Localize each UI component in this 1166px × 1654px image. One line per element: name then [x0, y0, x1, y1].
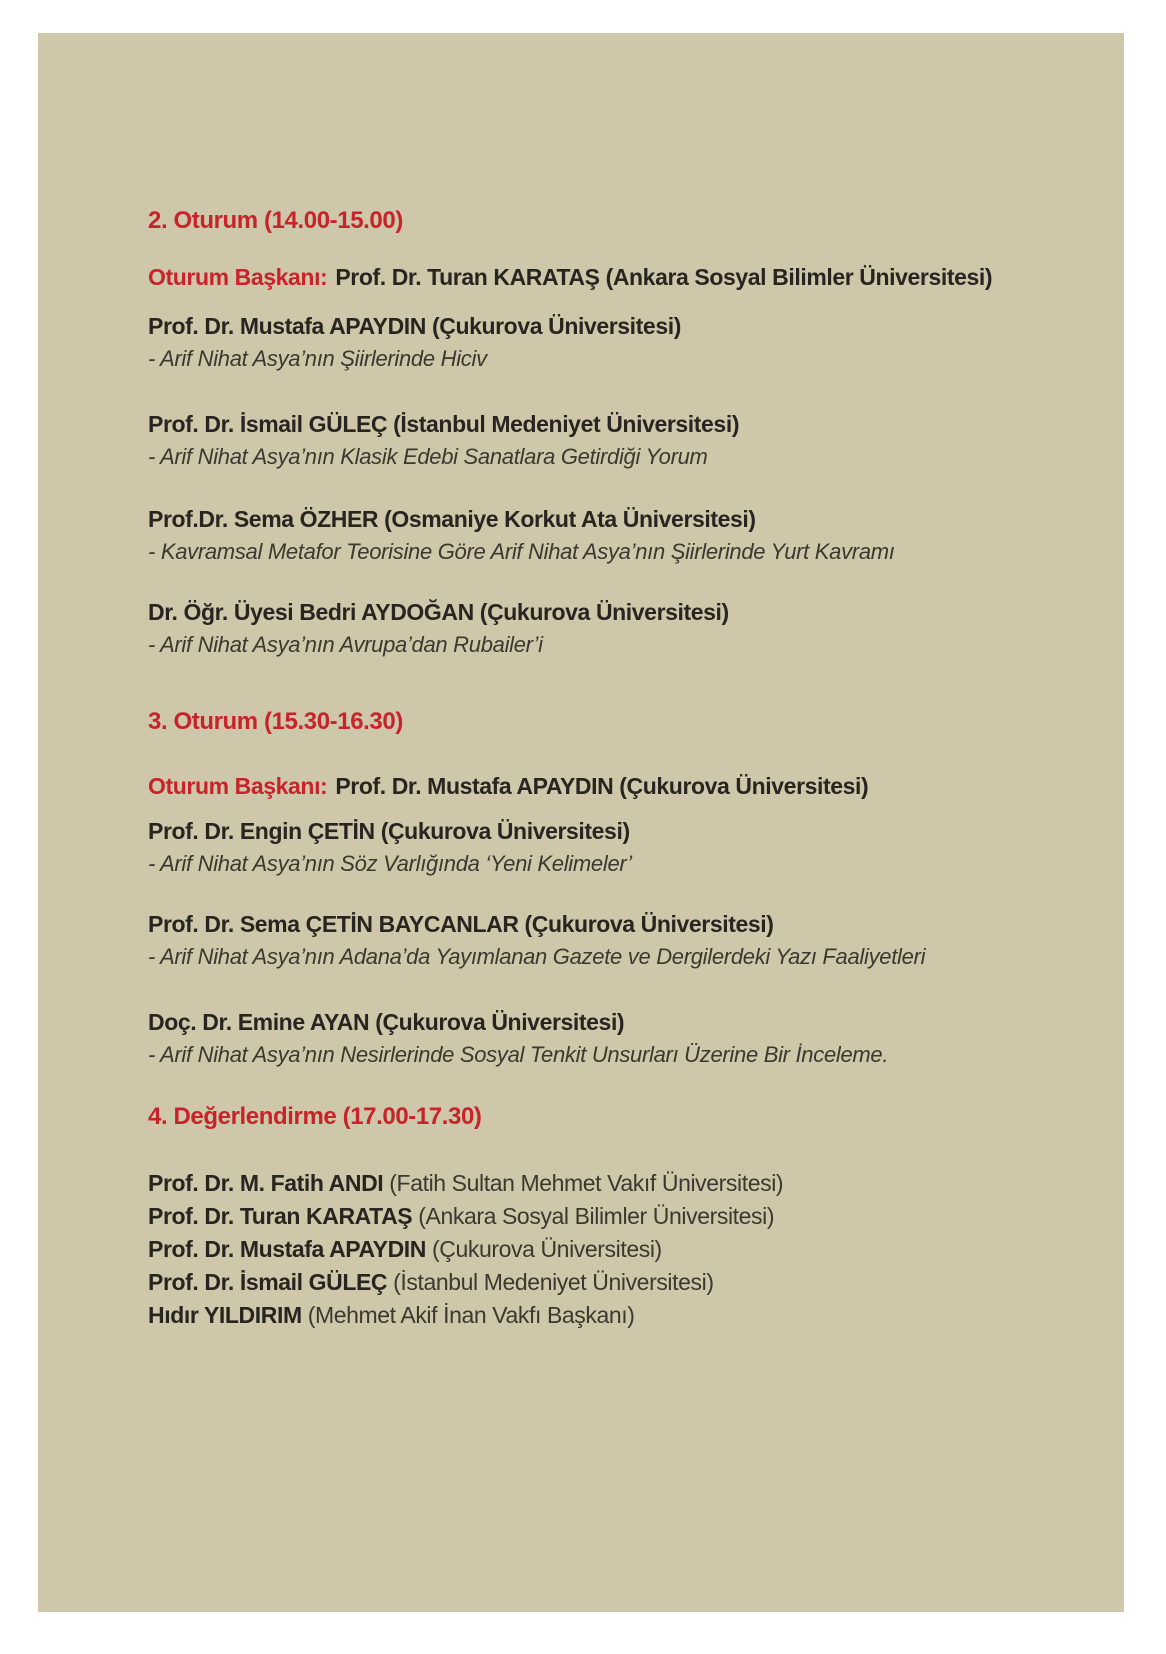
participant-line	[148, 1167, 783, 1200]
session-3-heading: 3. Oturum (15.30-16.30)	[148, 708, 403, 735]
program-panel	[38, 33, 1124, 1612]
participant-line	[148, 1266, 783, 1299]
paper-title: - Kavramsal Metafor Teorisine Göre Arif Nihat Asya’nın Şiirlerinde Yurt Kavramı	[148, 539, 895, 564]
paper-title: - Arif Nihat Asya’nın Söz Varlığında ‘Yeni Kelimeler’	[148, 851, 632, 876]
paper-title: - Arif Nihat Asya’nın Şiirlerinde Hiciv	[148, 346, 487, 371]
paper-title: - Arif Nihat Asya’nın Nesirlerinde Sosyal Tenkit Unsurları Üzerine Bir İnceleme.	[148, 1042, 889, 1067]
program-content	[148, 33, 1078, 1612]
participant-name: Prof. Dr. İsmail GÜLEÇ	[148, 1269, 388, 1295]
paper-title: - Arif Nihat Asya’nın Klasik Edebi Sanatlara Getirdiği Yorum	[148, 444, 708, 469]
participant-line	[148, 1233, 783, 1266]
speaker-name: Prof. Dr. Sema ÇETİN BAYCANLAR (Çukurova Üniversitesi)	[148, 911, 774, 937]
evaluation-list	[148, 1167, 783, 1332]
chair-name: Prof. Dr. Turan KARATAŞ (Ankara Sosyal Bilimler Üniversitesi)	[335, 264, 993, 290]
participant-name: Hıdır YILDIRIM	[148, 1302, 302, 1328]
participant-affiliation: (Çukurova Üniversitesi)	[431, 1236, 662, 1262]
session-2-chair-line	[148, 263, 992, 291]
participant-name: Prof. Dr. Mustafa APAYDIN	[148, 1236, 426, 1262]
speaker-name: Prof.Dr. Sema ÖZHER (Osmaniye Korkut Ata Üniversitesi)	[148, 506, 756, 532]
speaker-block	[148, 410, 739, 471]
participant-affiliation: (Mehmet Akif İnan Vakfı Başkanı)	[307, 1302, 635, 1328]
participant-affiliation: (Ankara Sosyal Bilimler Üniversitesi)	[418, 1203, 775, 1229]
participant-line	[148, 1200, 783, 1233]
speaker-block	[148, 505, 895, 566]
speaker-block	[148, 1008, 888, 1069]
speaker-name: Prof. Dr. Engin ÇETİN (Çukurova Üniversitesi)	[148, 818, 630, 844]
participant-affiliation: (Fatih Sultan Mehmet Vakıf Üniversitesi)	[389, 1170, 784, 1196]
evaluation-heading: 4. Değerlendirme (17.00-17.30)	[148, 1103, 482, 1130]
speaker-block	[148, 910, 925, 971]
speaker-name: Dr. Öğr. Üyesi Bedri AYDOĞAN (Çukurova Üniversitesi)	[148, 599, 729, 625]
speaker-name: Doç. Dr. Emine AYAN (Çukurova Üniversitesi)	[148, 1009, 625, 1035]
participant-affiliation: (İstanbul Medeniyet Üniversitesi)	[393, 1269, 714, 1295]
participant-name: Prof. Dr. Turan KARATAŞ	[148, 1203, 413, 1229]
speaker-block	[148, 598, 729, 659]
paper-title: - Arif Nihat Asya’nın Adana’da Yayımlanan Gazete ve Dergilerdeki Yazı Faaliyetleri	[148, 944, 926, 969]
speaker-name: Prof. Dr. Mustafa APAYDIN (Çukurova Üniversitesi)	[148, 313, 681, 339]
chair-label: Oturum Başkanı:	[148, 264, 328, 290]
participant-name: Prof. Dr. M. Fatih ANDI	[148, 1170, 384, 1196]
speaker-block	[148, 817, 632, 878]
session-2-heading: 2. Oturum (14.00-15.00)	[148, 207, 403, 234]
participant-line	[148, 1299, 783, 1332]
chair-label: Oturum Başkanı:	[148, 773, 328, 799]
session-3-chair-line	[148, 772, 868, 800]
speaker-name: Prof. Dr. İsmail GÜLEÇ (İstanbul Medeniyet Üniversitesi)	[148, 411, 740, 437]
paper-title: - Arif Nihat Asya’nın Avrupa’dan Rubailer’i	[148, 632, 543, 657]
speaker-block	[148, 312, 681, 373]
chair-name: Prof. Dr. Mustafa APAYDIN (Çukurova Üniversitesi)	[335, 773, 869, 799]
